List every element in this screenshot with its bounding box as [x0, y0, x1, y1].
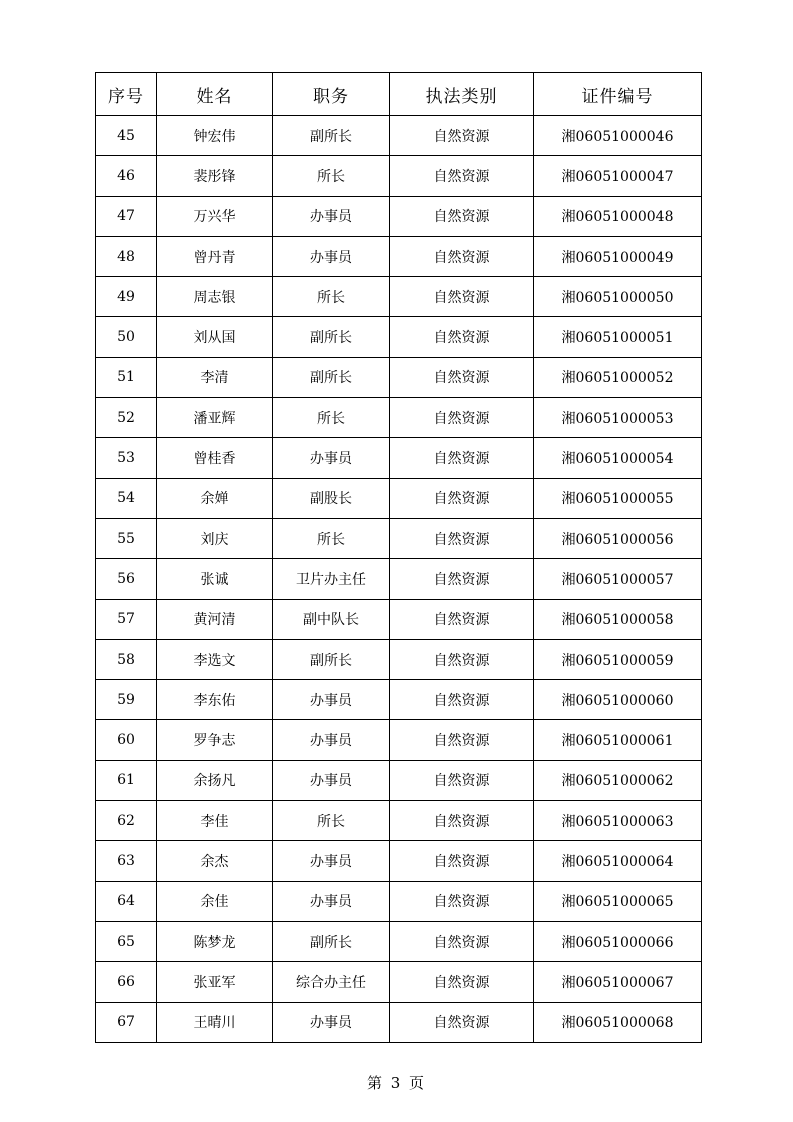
cell-enforcement-category: 自然资源	[390, 559, 534, 599]
table-row	[96, 881, 702, 921]
cell-name: 李东佑	[157, 680, 273, 720]
table-row	[96, 559, 702, 599]
cell-enforcement-category: 自然资源	[390, 720, 534, 760]
cell-position: 综合办主任	[273, 962, 390, 1002]
cell-name: 余婵	[157, 478, 273, 518]
cell-index: 67	[96, 1002, 157, 1042]
cell-index: 62	[96, 801, 157, 841]
table-row	[96, 438, 702, 478]
cell-index: 56	[96, 559, 157, 599]
cell-certificate-number: 湘06051000050	[534, 277, 702, 317]
header-certificate-number: 证件编号	[534, 73, 702, 116]
cell-index: 63	[96, 841, 157, 881]
cell-enforcement-category: 自然资源	[390, 760, 534, 800]
cell-certificate-number: 湘06051000067	[534, 962, 702, 1002]
cell-enforcement-category: 自然资源	[390, 639, 534, 679]
cell-enforcement-category: 自然资源	[390, 478, 534, 518]
cell-index: 58	[96, 639, 157, 679]
table-row	[96, 317, 702, 357]
cell-name: 潘亚辉	[157, 398, 273, 438]
cell-enforcement-category: 自然资源	[390, 841, 534, 881]
cell-position: 副所长	[273, 639, 390, 679]
cell-index: 52	[96, 398, 157, 438]
cell-certificate-number: 湘06051000054	[534, 438, 702, 478]
cell-certificate-number: 湘06051000066	[534, 921, 702, 961]
cell-name: 万兴华	[157, 196, 273, 236]
cell-position: 所长	[273, 398, 390, 438]
cell-name: 曾桂香	[157, 438, 273, 478]
cell-index: 45	[96, 116, 157, 156]
cell-enforcement-category: 自然资源	[390, 680, 534, 720]
cell-enforcement-category: 自然资源	[390, 881, 534, 921]
cell-name: 余扬凡	[157, 760, 273, 800]
header-enforcement-category: 执法类别	[390, 73, 534, 116]
cell-enforcement-category: 自然资源	[390, 438, 534, 478]
cell-index: 50	[96, 317, 157, 357]
cell-enforcement-category: 自然资源	[390, 398, 534, 438]
table-row	[96, 357, 702, 397]
personnel-table	[95, 72, 702, 1043]
cell-index: 57	[96, 599, 157, 639]
cell-position: 所长	[273, 518, 390, 558]
table-row	[96, 156, 702, 196]
table-row	[96, 599, 702, 639]
table-row	[96, 680, 702, 720]
table-row	[96, 841, 702, 881]
cell-certificate-number: 湘06051000047	[534, 156, 702, 196]
cell-certificate-number: 湘06051000057	[534, 559, 702, 599]
table-header-row	[96, 73, 702, 116]
cell-certificate-number: 湘06051000055	[534, 478, 702, 518]
cell-enforcement-category: 自然资源	[390, 156, 534, 196]
table-row	[96, 921, 702, 961]
cell-enforcement-category: 自然资源	[390, 962, 534, 1002]
cell-index: 61	[96, 760, 157, 800]
cell-name: 张诚	[157, 559, 273, 599]
table-row	[96, 1002, 702, 1042]
cell-index: 59	[96, 680, 157, 720]
cell-position: 副所长	[273, 317, 390, 357]
cell-position: 副股长	[273, 478, 390, 518]
cell-name: 陈梦龙	[157, 921, 273, 961]
cell-name: 罗争志	[157, 720, 273, 760]
cell-name: 周志银	[157, 277, 273, 317]
cell-name: 黄河清	[157, 599, 273, 639]
cell-position: 办事员	[273, 720, 390, 760]
cell-enforcement-category: 自然资源	[390, 599, 534, 639]
table-row	[96, 478, 702, 518]
table-row	[96, 760, 702, 800]
cell-position: 副所长	[273, 921, 390, 961]
table-row	[96, 962, 702, 1002]
cell-certificate-number: 湘06051000068	[534, 1002, 702, 1042]
cell-index: 60	[96, 720, 157, 760]
cell-position: 办事员	[273, 881, 390, 921]
cell-name: 张亚军	[157, 962, 273, 1002]
cell-certificate-number: 湘06051000064	[534, 841, 702, 881]
cell-name: 裴彤锋	[157, 156, 273, 196]
cell-position: 副所长	[273, 357, 390, 397]
cell-index: 66	[96, 962, 157, 1002]
cell-index: 49	[96, 277, 157, 317]
cell-position: 所长	[273, 801, 390, 841]
cell-certificate-number: 湘06051000059	[534, 639, 702, 679]
cell-certificate-number: 湘06051000048	[534, 196, 702, 236]
cell-index: 55	[96, 518, 157, 558]
cell-position: 办事员	[273, 236, 390, 276]
cell-enforcement-category: 自然资源	[390, 116, 534, 156]
cell-enforcement-category: 自然资源	[390, 277, 534, 317]
cell-enforcement-category: 自然资源	[390, 317, 534, 357]
cell-name: 余佳	[157, 881, 273, 921]
cell-index: 53	[96, 438, 157, 478]
cell-position: 办事员	[273, 841, 390, 881]
cell-name: 王晴川	[157, 1002, 273, 1042]
cell-position: 所长	[273, 156, 390, 196]
cell-certificate-number: 湘06051000061	[534, 720, 702, 760]
cell-certificate-number: 湘06051000053	[534, 398, 702, 438]
table-row	[96, 720, 702, 760]
cell-enforcement-category: 自然资源	[390, 1002, 534, 1042]
cell-name: 刘从国	[157, 317, 273, 357]
cell-index: 51	[96, 357, 157, 397]
cell-position: 办事员	[273, 196, 390, 236]
page-number: 第 3 页	[366, 1074, 427, 1092]
cell-enforcement-category: 自然资源	[390, 196, 534, 236]
cell-name: 李佳	[157, 801, 273, 841]
cell-name: 钟宏伟	[157, 116, 273, 156]
cell-enforcement-category: 自然资源	[390, 518, 534, 558]
table-row	[96, 116, 702, 156]
cell-certificate-number: 湘06051000062	[534, 760, 702, 800]
table-row	[96, 518, 702, 558]
table-row	[96, 639, 702, 679]
cell-index: 46	[96, 156, 157, 196]
cell-position: 所长	[273, 277, 390, 317]
cell-certificate-number: 湘06051000051	[534, 317, 702, 357]
cell-index: 48	[96, 236, 157, 276]
cell-certificate-number: 湘06051000058	[534, 599, 702, 639]
cell-name: 曾丹青	[157, 236, 273, 276]
cell-certificate-number: 湘06051000052	[534, 357, 702, 397]
cell-position: 副所长	[273, 116, 390, 156]
table-row	[96, 398, 702, 438]
cell-index: 64	[96, 881, 157, 921]
cell-position: 办事员	[273, 438, 390, 478]
cell-enforcement-category: 自然资源	[390, 801, 534, 841]
cell-index: 54	[96, 478, 157, 518]
header-index: 序号	[96, 73, 157, 116]
cell-index: 65	[96, 921, 157, 961]
cell-certificate-number: 湘06051000046	[534, 116, 702, 156]
cell-position: 办事员	[273, 760, 390, 800]
cell-position: 办事员	[273, 680, 390, 720]
table-row	[96, 277, 702, 317]
cell-enforcement-category: 自然资源	[390, 357, 534, 397]
table-row	[96, 196, 702, 236]
table-row	[96, 801, 702, 841]
cell-position: 副中队长	[273, 599, 390, 639]
cell-certificate-number: 湘06051000060	[534, 680, 702, 720]
cell-name: 余杰	[157, 841, 273, 881]
cell-name: 李选文	[157, 639, 273, 679]
header-position: 职务	[273, 73, 390, 116]
cell-certificate-number: 湘06051000056	[534, 518, 702, 558]
cell-enforcement-category: 自然资源	[390, 236, 534, 276]
cell-index: 47	[96, 196, 157, 236]
table-body	[96, 116, 702, 1043]
cell-position: 卫片办主任	[273, 559, 390, 599]
cell-enforcement-category: 自然资源	[390, 921, 534, 961]
cell-name: 刘庆	[157, 518, 273, 558]
cell-position: 办事员	[273, 1002, 390, 1042]
table-row	[96, 236, 702, 276]
cell-certificate-number: 湘06051000049	[534, 236, 702, 276]
cell-certificate-number: 湘06051000065	[534, 881, 702, 921]
header-name: 姓名	[157, 73, 273, 116]
cell-name: 李清	[157, 357, 273, 397]
cell-certificate-number: 湘06051000063	[534, 801, 702, 841]
